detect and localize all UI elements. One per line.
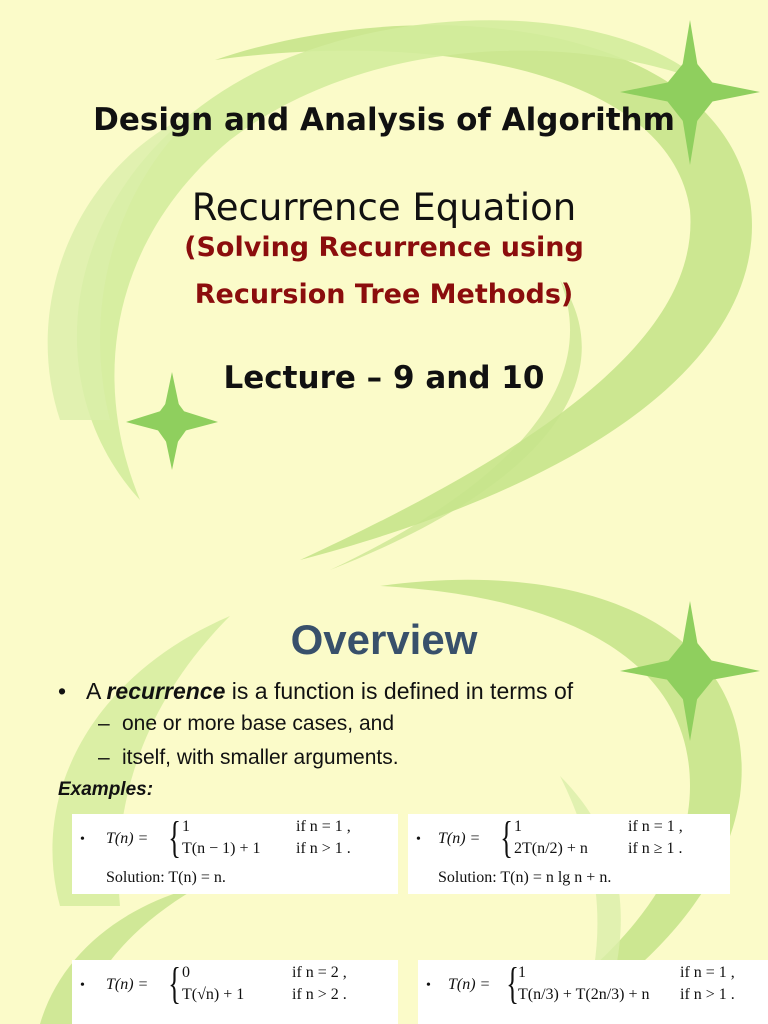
brace-icon: { — [506, 959, 519, 1008]
brace-icon: { — [168, 959, 181, 1008]
bullet-prefix: A — [86, 678, 107, 704]
case-value: 1 — [182, 818, 190, 835]
bullet-icon: • — [426, 978, 431, 993]
case-value: 2T(n/2) + n — [514, 840, 588, 857]
overview-slide — [0, 576, 768, 1024]
case-condition: if n = 2 , — [292, 964, 347, 981]
case-condition: if n = 1 , — [628, 818, 683, 835]
course-title: Design and Analysis of Algorithm — [93, 102, 675, 138]
case-value: 1 — [518, 964, 526, 981]
brace-icon: { — [168, 813, 181, 862]
subtitle-line-1: (Solving Recurrence using — [184, 232, 584, 263]
case-value: 0 — [182, 964, 190, 981]
case-condition: if n ≥ 1 . — [628, 840, 683, 857]
case-condition: if n = 1 , — [296, 818, 351, 835]
example-equation-1 — [72, 814, 398, 894]
subpoint — [98, 712, 394, 736]
case-value: 1 — [514, 818, 522, 835]
bullet-icon: • — [58, 678, 67, 704]
subtitle-line-2: Recursion Tree Methods) — [194, 279, 574, 310]
subpoint-text: one or more base cases, and — [122, 712, 394, 735]
recurrence-term: recurrence — [106, 678, 226, 704]
equation-lhs: T(n) = — [106, 976, 149, 993]
dash-icon: – — [98, 712, 110, 735]
equation-lhs: T(n) = — [448, 976, 491, 993]
slide-title: Recurrence Equation — [191, 186, 577, 229]
lecture-number: Lecture – 9 and 10 — [223, 360, 545, 396]
bullet-suffix: is a function is defined in terms of — [225, 678, 574, 704]
example-equation-3 — [72, 960, 398, 1024]
bullet-icon: • — [416, 832, 421, 847]
example-equation-2 — [408, 814, 730, 894]
examples-label: Examples: — [58, 779, 154, 800]
solution-text: Solution: T(n) = n lg n + n. — [438, 869, 612, 886]
case-value: T(n/3) + T(2n/3) + n — [518, 986, 650, 1003]
bullet-icon: • — [80, 978, 85, 993]
equation-lhs: T(n) = — [438, 830, 481, 847]
case-condition: if n > 2 . — [292, 986, 347, 1003]
equation-lhs: T(n) = — [106, 830, 149, 847]
brace-icon: { — [500, 813, 513, 862]
subpoint-text: itself, with smaller arguments. — [122, 746, 399, 769]
case-condition: if n > 1 . — [296, 840, 351, 857]
subpoint — [98, 746, 399, 770]
case-condition: if n = 1 , — [680, 964, 735, 981]
example-equation-4 — [418, 960, 768, 1024]
slide-heading: Overview — [290, 616, 478, 663]
definition-bullet — [58, 678, 573, 705]
bullet-icon: • — [80, 832, 85, 847]
case-condition: if n > 1 . — [680, 986, 735, 1003]
dash-icon: – — [98, 746, 110, 769]
case-value: T(n − 1) + 1 — [182, 840, 261, 857]
case-value: T(√n) + 1 — [182, 986, 245, 1003]
solution-text: Solution: T(n) = n. — [106, 869, 226, 886]
